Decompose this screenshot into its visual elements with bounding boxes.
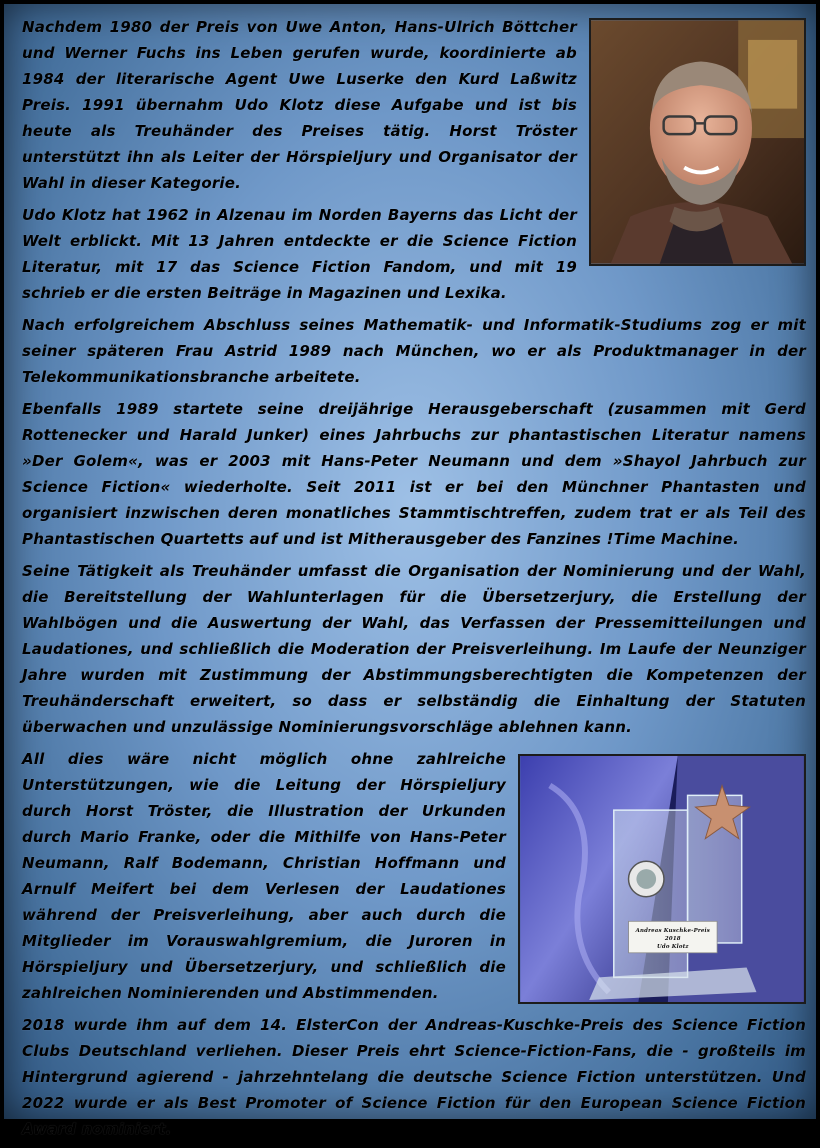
paragraph-2: Udo Klotz hat 1962 in Alzenau im Norden Bayerns das Licht der Welt erblickt. Mit 13 Jahren entdeckte er die Science Fiction Literatur, mit 17 das Science Fiction Fandom, und mit 19 schrieb er die ersten Beiträge in Magazinen und Lexika. — [22, 206, 577, 302]
paragraph-3: Nach erfolgreichem Abschluss seines Mathematik- und Informatik-Studiums zog er mit seiner späteren Frau Astrid 1989 nach München, wo er als Produktmanager in der Telekommunikationsbranche arbeitete. — [22, 316, 806, 386]
plaque-line-1: Andreas Kuschke-Preis — [635, 928, 711, 935]
paragraph-5: Seine Tätigkeit als Treuhänder umfasst die Organisation der Nominierung und der Wahl, die Bereitstellung der Wahlunterlagen für die Übersetzerjury, die Erstellung der Wahlbögen und die Auswertung der Wahl, das Verfassen der Pressemitteilungen und Laudationes, und schließlich die Moderation der Preisverleihung. Im Laufe der Neunziger Jahre wurden mit Zustimmung der Abstimmungsberechtigten die Kompetenzen der Treuhänderschaft erweitert, so dass er selbständig die Einhaltung der Statuten überwachen und unzulässige Nominierungsvorschläge ablehnen kann. — [22, 562, 806, 736]
paragraph-1: Nachdem 1980 der Preis von Uwe Anton, Hans-Ulrich Böttcher und Werner Fuchs ins Leben gerufen wurde, koordinierte ab 1984 der literarische Agent Uwe Luserke den Kurd Laßwitz Preis. 1991 übernahm Udo Klotz diese Aufgabe und ist bis heute als Treuhänder des Preises tätig. Horst Tröster unterstützt ihn als Leiter der Hörspieljury und Organisator der Wahl in dieser Kategorie. — [22, 18, 577, 192]
portrait-photo — [589, 18, 806, 266]
trophy-photo — [518, 754, 806, 1004]
paragraph-4: Ebenfalls 1989 startete seine dreijährige Herausgeberschaft (zusammen mit Gerd Rottenecker und Harald Junker) eines Jahrbuchs zur phantastischen Literatur namens »Der Golem«, was er 2003 mit Hans-Peter Neumann und dem »Shayol Jahrbuch zur Science Fiction« wiederholte. Seit 2011 ist er bei den Münchner Phantasten und organisiert inzwischen deren monatliches Stammtischtreffen, zudem trat er als Teil des Phantastischen Quartetts auf und ist Mitherausgeber des Fanzines !Time Machine. — [22, 400, 806, 548]
plaque-line-3: Udo Klotz — [656, 943, 689, 950]
paragraph-7: 2018 wurde ihm auf dem 14. ElsterCon der Andreas-Kuschke-Preis des Science Fiction Clubs Deutschland verliehen. Dieser Preis ehrt Science-Fiction-Fans, die - großteils im Hintergrund agierend - jahrzehntelang die deutsche Science Fiction unterstützen. Und 2022 wurde er als Best Promoter of Science Fiction für den European Science Fiction Award nominiert. — [22, 1016, 806, 1138]
article-body — [22, 14, 806, 1148]
portrait-illustration — [591, 20, 804, 264]
paragraph-6: All dies wäre nicht möglich ohne zahlreiche Unterstützungen, wie die Leitung der Hörspieljury durch Horst Tröster, die Illustration der Urkunden durch Mario Franke, oder die Mithilfe von Hans-Peter Neumann, Ralf Bodemann, Christian Hoffmann und Arnulf Meifert bei dem Verlesen der Laudationes während der Preisverleihung, aber auch durch die Mitglieder im Vorauswahlgremium, die Juroren in Hörspieljury und Übersetzerjury, und schließlich die zahlreichen Nominierenden und Abstimmenden. — [22, 750, 506, 1002]
page — [4, 4, 816, 1138]
plaque-line-2: 2018 — [664, 936, 681, 943]
trophy-illustration — [520, 756, 804, 1002]
